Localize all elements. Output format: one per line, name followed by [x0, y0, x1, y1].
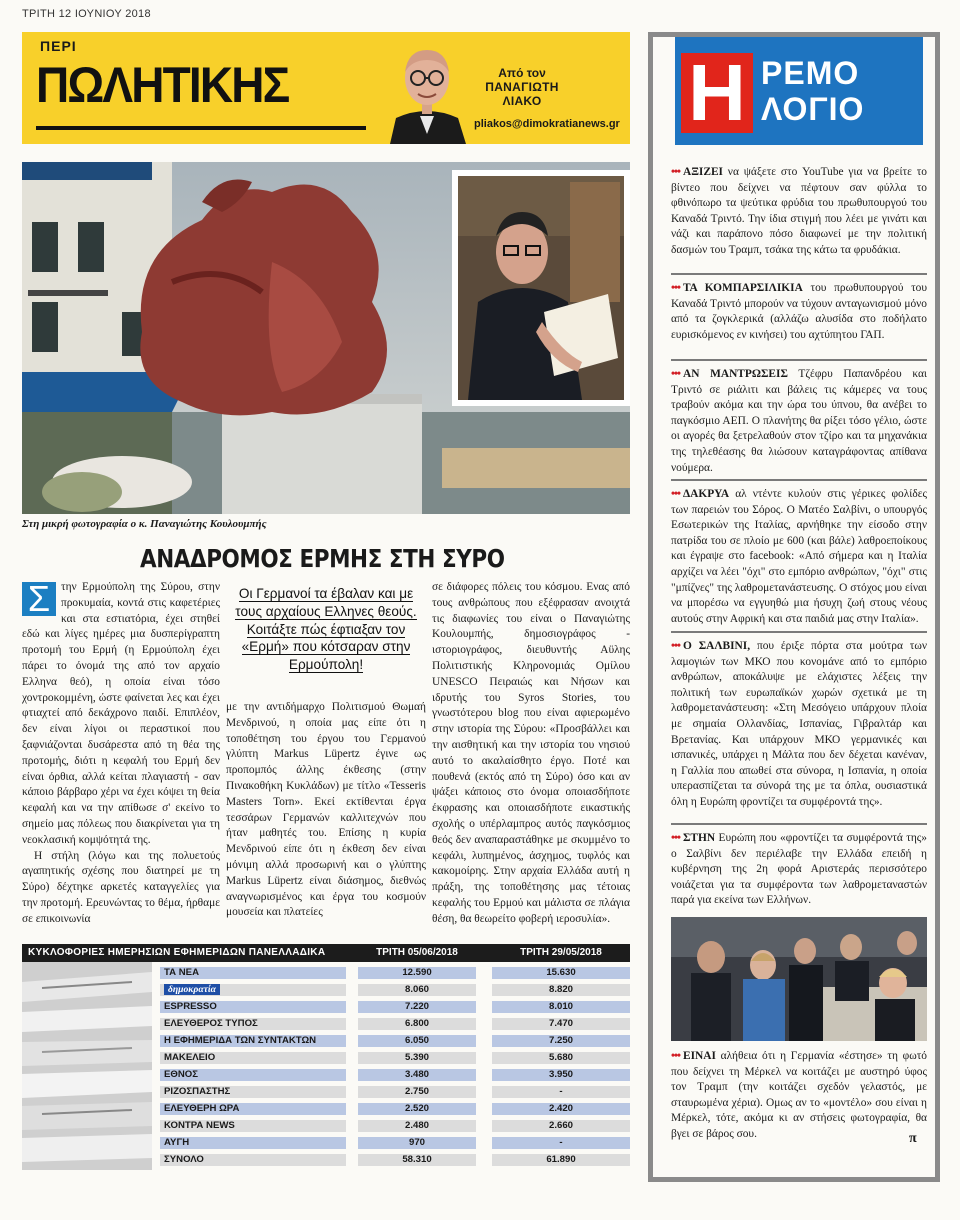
article-column-1 — [22, 580, 220, 928]
photo-caption: Στη μικρή φωτογραφία ο κ. Παναγιώτης Κουλουμπής — [22, 518, 267, 530]
circulation-value-col2: 8.820 — [492, 984, 630, 996]
sidebar-item-7-text: αλήθεια ότι η Γερμανία «έστησε» τη φωτό που δείχνει τη Μέρκελ να κοιτάζει με αυστηρό ύφος τον Τραμπ (την κοιτάζει σχεδόν γελαστός, με σταυρωμένα χέρια). Ομως αν το «μοντέλο» σου είναι η Μέρκελ, τότε, ακόμα κι αν στήσεις φωτογραφία, θα βγει σε βάρος σου. — [671, 1050, 927, 1140]
sidebar-item-6 — [671, 831, 927, 909]
newspaper-name — [160, 1154, 346, 1166]
newspaper-name — [160, 1035, 346, 1047]
article-col2-text: με την αντιδήμαρχο Πολιτισμού Θωμαή Μενδρινού, η οποία μας είπε ότι η τοποθέτηση του έργου του Γερμανού γλύπτη Markus Lüpertz έγινε ως προπομπός άλλης έκθεσης (στην Πινακοθήκη Κυκλάδων) με τίτλο «Tesseris Masters Torn». Εκεί εκτίθενται έργα τεσσάρων Γερμανών καλλιτεχνών που ήταν μαθητές του. Επίσης η κυρία Μενδρινού είπε ότι η έκθεση δεν είναι μόνιμη αλλά προσωρινή και ο γλύπτης Markus Lüpertz είναι διάσημος, διεθνώς αναγνωρισμένος και έργα του κοσμούν μουσεία και πλατείες — [226, 701, 426, 919]
sidebar-item-7 — [671, 1049, 927, 1143]
column-title-underline — [36, 126, 366, 130]
red-dots-icon: ••• — [671, 282, 680, 294]
author-by: Από τον — [498, 66, 546, 80]
circulation-value-col2: 61.890 — [492, 1154, 630, 1166]
article-paragraph-1 — [22, 580, 220, 849]
author-last-name: ΛΙΑΚΟ — [502, 94, 542, 108]
newspaper-name — [160, 967, 346, 979]
newspaper-name — [160, 1001, 346, 1013]
newspaper-name-text: ΡΙΖΟΣΠΑΣΤΗΣ — [164, 1086, 231, 1097]
hremologio-logo — [675, 37, 923, 145]
circulation-value-col2: 5.680 — [492, 1052, 630, 1064]
red-dots-icon: ••• — [671, 166, 680, 178]
sidebar-item-3-lead: ΑΝ ΜΑΝΤΡΩΣΕΙΣ — [682, 368, 788, 380]
column-title: ΠΩΛΗΤΙΚΗΣ — [36, 57, 289, 113]
sidebar-item-4-lead: ΔΑΚΡΥΑ — [682, 488, 730, 500]
circulation-value-col1: 6.050 — [358, 1035, 476, 1047]
sidebar-item-1-text: να ψάξετε στο YouTube για να βρείτε το βίντεο που δείχνει να πέφτουν σαν φύλλα το φθινόπωρο τα ψεύτικα φρύδια του πρωθυπουργού του Καναδά Τριντό. Την ίδια στιγμή που λέει με γινάτι και νάζι και παράπονο πόσο διαφωνεί με την πολιτική δασμών του Τραμπ, τσάκα της κάτω τα φρυδάκια. — [671, 166, 927, 256]
sidebar-item-5-lead: Ο ΣΑΛΒΙΝΙ, — [682, 640, 751, 652]
logo-word-2: ΛΟΓΙΟ — [761, 91, 865, 127]
circulation-col-2: ΤΡΙΤΗ 29/05/2018 — [520, 947, 602, 958]
newspaper-name-text: ΚΟΝΤΡΑ NEWS — [164, 1120, 235, 1131]
red-dots-icon: ••• — [671, 832, 680, 844]
newspaper-name-text: ESPRESSO — [164, 1001, 217, 1012]
circulation-value-col1: 5.390 — [358, 1052, 476, 1064]
circulation-row — [22, 1000, 630, 1013]
newspaper-name — [160, 1086, 346, 1098]
red-dots-icon: ••• — [671, 488, 680, 500]
sidebar-divider — [671, 359, 927, 361]
circulation-row — [22, 1136, 630, 1149]
article-headline: ΑΝΑΔΡΟΜΟΣ ΕΡΜΗΣ ΣΤΗ ΣΥΡΟ — [140, 544, 505, 573]
sidebar-divider — [671, 479, 927, 481]
sidebar-divider — [671, 823, 927, 825]
newspaper-name-text: ΕΘΝΟΣ — [164, 1069, 199, 1080]
circulation-value-col2: 7.470 — [492, 1018, 630, 1030]
logo-letter-h: Η — [681, 53, 753, 133]
author-email[interactable]: pliakos@dimokratianews.gr — [474, 118, 620, 130]
circulation-row — [22, 983, 630, 996]
newspaper-name — [160, 1103, 346, 1115]
circulation-value-col1: 8.060 — [358, 984, 476, 996]
article-col3-text: σε διάφορες πόλεις του κόσμου. Ενας από τους ανθρώπους που εξέφρασαν ανοιχτά τις διαφωνίες του είναι ο Παναγιώτης Κουλουμπής, δημοσιογράφος - ιστοριογράφος, διευθυντής Αϋλης Πολιτιστικής Κληρονομιάς Ομίλου UNESCO Πειραιώς και Νήσων και ιδρυτής του Syros Stories, του γνωστότερου blog που είναι αφιερωμένο στην ιστορία της Σύρου: «Προσβάλλει και την αισθητική και την ιστορία του νησιού αυτό το ακαλαίσθητο έργο. Ποτέ και πουθενά (εκτός από τη Σύρο) όσο και αν ψάξει κάποιος στο όνομα οποιασδήποτε έκφρασης και οποιασδήποτε εικαστικής σχολής ο υπέρλαμπρος αυτός παγκόσμιος θεός δεν αναπαραστάθηκε με σκυμμένο το κεφάλι, λυπημένος, άσχημος, τυφλός και κακομοίρης. Στην αρχαία Ελλάδα αυτή η πράξη, της τοποθέτησης μας τέτοιας κεφαλής του Ερμού και μάλιστα σε πλάγια θέση, θα θεωρείτο φοβερή ιεροσυλία». — [432, 581, 630, 925]
pull-quote — [232, 585, 420, 674]
circulation-value-col1: 2.520 — [358, 1103, 476, 1115]
circulation-col-1: ΤΡΙΤΗ 05/06/2018 — [376, 947, 458, 958]
dateline: ΤΡΙΤΗ 12 ΙΟΥΝΙΟΥ 2018 — [22, 8, 151, 20]
circulation-value-col1: 58.310 — [358, 1154, 476, 1166]
circulation-value-col2: 15.630 — [492, 967, 630, 979]
red-dots-icon: ••• — [671, 368, 680, 380]
author-first-name: ΠΑΝΑΓΙΩΤΗ — [485, 80, 559, 94]
newspaper-name — [160, 984, 346, 996]
sidebar-item-2-text: του πρωθυπουργού του Καναδά Τριντό μπορούν να τύχουν ανταγωνισμού μόνο από τα ζογκλερικά (αλλάζω αλυσίδα στο ποδήλατο ευρισκόμενος εν κινήσει) του αχτύπητου ΓΑΠ. — [671, 282, 927, 341]
newspaper-name-text: ΑΥΓΗ — [164, 1137, 190, 1148]
author-portrait — [382, 38, 472, 144]
circulation-value-col1: 7.220 — [358, 1001, 476, 1013]
end-mark: π — [909, 1131, 917, 1146]
author-byline — [474, 66, 570, 108]
circulation-row — [22, 1119, 630, 1132]
circulation-header — [22, 944, 630, 962]
circulation-row — [22, 1102, 630, 1115]
dropcap: Σ — [22, 582, 56, 616]
circulation-value-col1: 6.800 — [358, 1018, 476, 1030]
circulation-value-col1: 12.590 — [358, 967, 476, 979]
circulation-value-col2: 2.660 — [492, 1120, 630, 1132]
circulation-row — [22, 1034, 630, 1047]
sidebar-item-1 — [671, 165, 927, 259]
main-photo-hermes-bust — [22, 162, 630, 514]
newspaper-name-text: Η ΕΦΗΜΕΡΙΔΑ ΤΩΝ ΣΥΝΤΑΚΤΩΝ — [164, 1035, 317, 1046]
circulation-value-col1: 2.480 — [358, 1120, 476, 1132]
newspaper-name-text: ΜΑΚΕΛΕΙΟ — [164, 1052, 216, 1063]
newspaper-name-text: ΕΛΕΥΘΕΡΗ ΩΡΑ — [164, 1103, 240, 1114]
circulation-value-col1: 3.480 — [358, 1069, 476, 1081]
newspaper-name — [160, 1069, 346, 1081]
red-dots-icon: ••• — [671, 640, 680, 652]
sidebar-item-5 — [671, 639, 927, 811]
article-paragraph-2: Η στήλη (λόγω και της πολυετούς αγαπητικής σχέσης που διατηρεί με τη Σύρο) δέχτηκε αρκετές καταγγελίες για την προτομή. Ερευνώντας το θέμα, ήρθαμε σε επικοινωνία — [22, 849, 220, 925]
circulation-row — [22, 1068, 630, 1081]
sidebar-item-4 — [671, 487, 927, 627]
circulation-value-col2: 3.950 — [492, 1069, 630, 1081]
circulation-row — [22, 966, 630, 979]
circulation-value-col1: 970 — [358, 1137, 476, 1149]
sidebar-item-4-text: αλ ντέντε κυλούν στις γέρικες φολίδες των παρειών του Σόρος. Ο Ματέο Σαλβίνι, ο υπουργός Εσωτερικών της Ιταλίας, αρνήθηκε την είσοδο στην πατρίδα του σε πλοίο με 600 (και βάλε) λαθροεποίκους και έγραψε στο facebook: «Από σήμερα και η Ιταλία αρχίζει να λέει "όχι" στο εμπόριο ανθρώπων, "όχι" στις "μπίζνες" της λαθρομετανάστευσης. Ο στόχος μου είναι να μπορέσω να εγγυηθώ μια ήσυχη ζωή στους νέους αυτούς στην Αφρική και στα παιδιά μας στην Ιταλία». — [671, 488, 927, 625]
circulation-row — [22, 1051, 630, 1064]
newspaper-name-text: ΣΥΝΟΛΟ — [164, 1154, 204, 1165]
sidebar-item-7-lead: ΕΙΝΑΙ — [682, 1050, 716, 1062]
circulation-row — [22, 1017, 630, 1030]
g7-photo-merkel-trump — [671, 917, 927, 1041]
circulation-title: ΚΥΚΛΟΦΟΡΙΕΣ ΗΜΕΡΗΣΙΩΝ ΕΦΗΜΕΡΙΔΩΝ ΠΑΝΕΛΛΑΔΙΚΑ — [28, 947, 326, 958]
sidebar-item-2-lead: ΤΑ ΚΟΜΠΑΡΣΙΛΙΚΙΑ — [682, 282, 803, 294]
circulation-value-col2: - — [492, 1086, 630, 1098]
circulation-row — [22, 1153, 630, 1166]
red-dots-icon: ••• — [671, 1050, 680, 1062]
sidebar-item-6-lead: ΣΤΗΝ — [682, 832, 716, 844]
sidebar-item-5-text: που έριξε πόρτα στα μούτρα των λαμογιών των ΜΚΟ που κονομάνε από το εμπόριο ανθρώπων, αποκάλυψε με ελάχιστες λέξεις την πολιτική των ευρωπαϊκών χωρών σχετικά με τη λαθρομετανάστευση: «Στη Μεσόγειο υπάρχουν πλοία με σημαία Ολλανδίας, Ισπανίας, Γιβραλτάρ και Βρετανίας. Και υπάρχουν ΜΚΟ γερμανικές και ισπανικές, υπάρχει η Μάλτα που δεν δέχεται κανέναν, η Γαλλία που απωθεί στα σύνορα, η Ισπανία, η οποία υπερασπίζεται τα σύνορά της με τα όπλα, ουσιαστικά όλη η Ευρώπη φροντίζει τα συμφέροντά της». — [671, 640, 927, 808]
circulation-value-col2: 7.250 — [492, 1035, 630, 1047]
newspaper-name — [160, 1120, 346, 1132]
newspaper-name-text: ΤΑ ΝΕΑ — [164, 967, 199, 978]
logo-word-1: ΡΕΜΟ — [761, 55, 860, 91]
circulation-value-col2: 2.420 — [492, 1103, 630, 1115]
circulation-value-col2: - — [492, 1137, 630, 1149]
sidebar-hremologio — [648, 32, 940, 1182]
pull-quote-text: Οι Γερμανοί τα έβαλαν και με τους αρχαίους Ελληνες θεούς. Κοιτάξτε πώς έφτιαξαν τον «Ερμή» που κότσαραν στην Ερμούπολη! — [235, 586, 417, 673]
column-header — [22, 32, 630, 144]
sidebar-item-2 — [671, 281, 927, 343]
circulation-row — [22, 1085, 630, 1098]
sidebar-item-6-text: Ευρώπη που «φροντίζει τα συμφέροντά της» ο Σαλβίνι δεν περιέλαβε την Ελλάδα επειδή η κυβέρνηση της 2η φορά Αριστεράς περισσότερο νοιάζεται για τα συμφέροντα των λαθρομεταναστών παρά για εκείνα των Ελλήνων. — [671, 832, 927, 907]
article-column-3 — [432, 580, 630, 928]
sidebar-item-1-lead: ΑΞΙΖΕΙ — [682, 166, 723, 178]
sidebar-divider — [671, 273, 927, 275]
circulation-value-col1: 2.750 — [358, 1086, 476, 1098]
article-column-2 — [226, 700, 426, 921]
newspaper-name — [160, 1052, 346, 1064]
circulation-value-col2: 8.010 — [492, 1001, 630, 1013]
newspaper-name — [160, 1018, 346, 1030]
circulation-table — [22, 944, 630, 1170]
newspaper-name-text: ΕΛΕΥΘΕΡΟΣ ΤΥΠΟΣ — [164, 1018, 258, 1029]
article-col1-text: την Ερμούπολη της Σύρου, στην προκυμαία, κοντά στις καφετέριες και στα εστιατόρια, έχει στηθεί εδώ και λίγες ημέρες μια δυσπερίγραπτη προτομή του Ερμή (η Ερμούπολη έχει πάρει το όνομά της από τον αρχαίο Ελληνα θεό), η οποία είναι τόσο χοντροκομμένη, ώστε φαίνεται λες και έχει φτιαχτεί από δεκάχρονο παιδί. Επιπλέον, δεν είναι λίγοι οι περαστικοί που ξαφνιάζονται δυσάρεστα από τη θέα της προτομής, διότι η κεφαλή του Ερμή δεν είναι όρθια, αλλά κείται πλαγιαστή - σαν κάποιο βάρβαρο χέρι να έχει κόψει τη θεία κεφαλή και να την απίθωσε σ' εκείνο το σημείο μας πόλεως που διακρίνεται για τη νεοκλασική κομψότητά της. — [22, 581, 220, 846]
newspaper-name — [160, 1137, 346, 1149]
sidebar-item-3-text: Τζέφρυ Παπανδρέου και Τριντό σε ριάλιτι και βάλεις τις κάμερες να τους τραβούν ακόμα και την ώρα του ύπνου, θα ανέβει το παγκόσμιο ΑΕΠ. Ο πλανήτης θα ρίξει τόσο γέλιο, ώστε οι αγορές θα ξετρελαθούν στον τζίρο και τα μηχανάκια της τηλεθέασης θα λιώσουν καταγράφοντας απίθανα νούμερα. — [671, 368, 927, 474]
column-header-peri: ΠΕΡΙ — [40, 38, 77, 54]
sidebar-item-3 — [671, 367, 927, 476]
newspaper-name-text: δημοκρατία — [164, 984, 220, 995]
sidebar-divider — [671, 631, 927, 633]
